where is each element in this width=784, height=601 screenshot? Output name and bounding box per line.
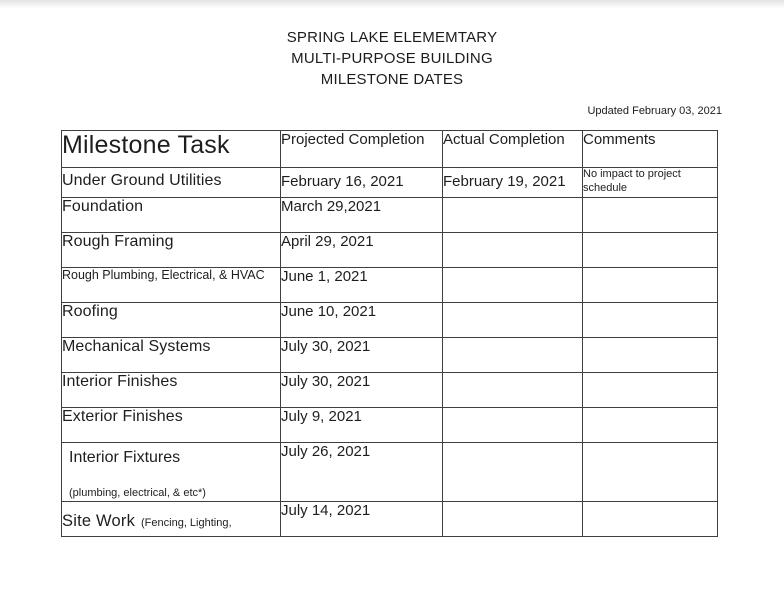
table-row <box>62 303 718 338</box>
column-header-actual-completion: Actual Completion <box>443 131 583 168</box>
table-row <box>62 408 718 443</box>
task-cell: Exterior Finishes <box>62 408 281 443</box>
table-row <box>62 233 718 268</box>
table-header-row <box>62 131 718 168</box>
projected-cell: June 1, 2021 <box>281 268 443 303</box>
projected-cell: February 16, 2021 <box>281 168 443 198</box>
task-cell: Rough Framing <box>62 233 281 268</box>
table-row <box>62 168 718 198</box>
projected-cell: July 14, 2021 <box>281 502 443 537</box>
task-label: Site Work <box>62 512 136 530</box>
actual-cell <box>443 408 583 443</box>
projected-cell: July 26, 2021 <box>281 443 443 502</box>
task-label: Interior Fixtures <box>69 449 181 466</box>
task-cell: Roofing <box>62 303 281 338</box>
comments-cell <box>583 408 718 443</box>
task-cell: Mechanical Systems <box>62 338 281 373</box>
table-row <box>62 502 718 537</box>
title-line-2: MULTI-PURPOSE BUILDING <box>291 50 493 67</box>
actual-cell <box>443 268 583 303</box>
actual-cell <box>443 443 583 502</box>
table-row <box>62 443 718 502</box>
comments-cell <box>583 502 718 537</box>
page-top-shadow <box>0 0 784 9</box>
column-header-comments: Comments <box>583 131 718 168</box>
actual-cell <box>443 373 583 408</box>
document-title <box>0 27 784 90</box>
task-cell: Rough Plumbing, Electrical, & HVAC <box>62 268 281 303</box>
task-cell <box>62 443 281 502</box>
task-cell: Interior Finishes <box>62 373 281 408</box>
table-row <box>62 268 718 303</box>
projected-cell: July 9, 2021 <box>281 408 443 443</box>
comments-cell: No impact to project schedule <box>583 168 718 198</box>
comments-cell <box>583 268 718 303</box>
actual-cell <box>443 233 583 268</box>
task-cell: Foundation <box>62 198 281 233</box>
comments-cell <box>583 233 718 268</box>
table-row <box>62 338 718 373</box>
projected-cell: April 29, 2021 <box>281 233 443 268</box>
actual-cell <box>443 303 583 338</box>
title-line-3: MILESTONE DATES <box>320 71 464 88</box>
task-cell <box>62 502 281 537</box>
column-header-milestone-task: Milestone Task <box>62 131 281 168</box>
task-cell: Under Ground Utilities <box>62 168 281 198</box>
comments-cell <box>583 198 718 233</box>
comments-cell <box>583 443 718 502</box>
comments-cell <box>583 373 718 408</box>
actual-cell <box>443 198 583 233</box>
actual-cell <box>443 502 583 537</box>
task-note: (plumbing, electrical, & etc*) <box>69 487 206 499</box>
table-row <box>62 198 718 233</box>
updated-date-label: Updated February 03, 2021 <box>587 105 722 117</box>
milestone-table <box>61 130 718 537</box>
title-line-1: SPRING LAKE ELEMEMTARY <box>286 29 498 46</box>
actual-cell: February 19, 2021 <box>443 168 583 198</box>
projected-cell: July 30, 2021 <box>281 338 443 373</box>
actual-cell <box>443 338 583 373</box>
comments-cell <box>583 303 718 338</box>
projected-cell: June 10, 2021 <box>281 303 443 338</box>
task-note: (Fencing, Lighting, <box>141 517 232 529</box>
column-header-projected-completion: Projected Completion <box>281 131 443 168</box>
projected-cell: July 30, 2021 <box>281 373 443 408</box>
projected-cell: March 29,2021 <box>281 198 443 233</box>
table-row <box>62 373 718 408</box>
comments-cell <box>583 338 718 373</box>
